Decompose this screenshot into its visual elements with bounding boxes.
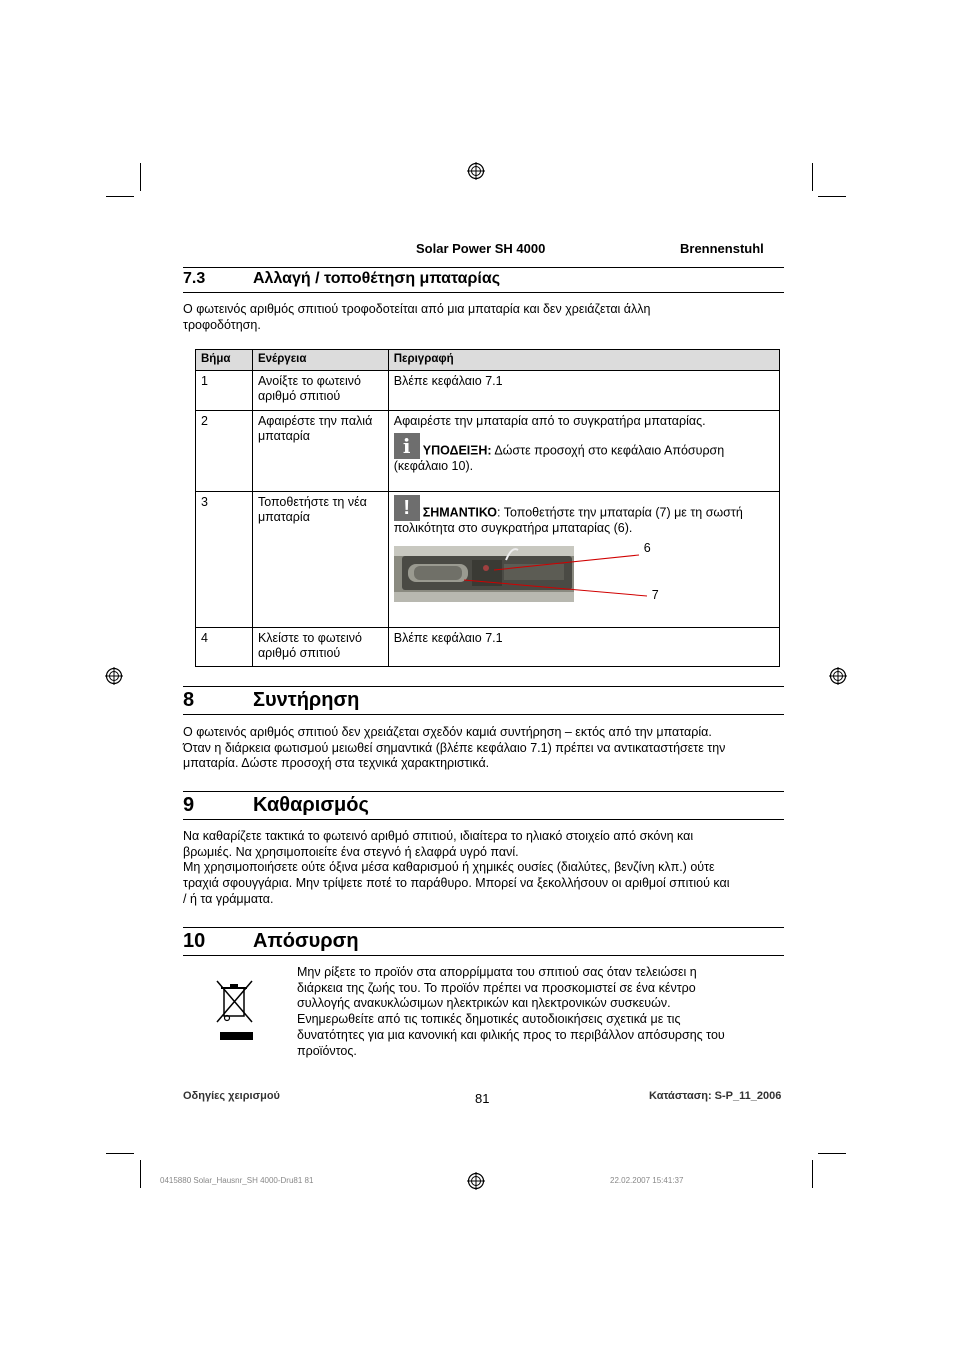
registration-mark-icon — [105, 667, 123, 685]
footer-left: Οδηγίες χειρισμού — [183, 1090, 280, 1102]
section-title: Αλλαγή / τοποθέτηση μπαταρίας — [253, 270, 501, 287]
table-header-row — [196, 350, 780, 371]
section-number: 9 — [183, 794, 195, 816]
text-line: συλλογής ανακυκλώσιμων ηλεκτρικών και ηλεκτρονικών συσκευών. — [297, 996, 671, 1011]
step-action: Κλείστε το φωτεινό αριθμό σπιτιού — [252, 627, 388, 666]
section-7-3-heading — [183, 270, 500, 288]
text-line: προϊόντος. — [297, 1043, 357, 1058]
text-line: μπαταρία. Δώστε προσοχή στα τεχνικά χαρακτηριστικά. — [183, 756, 490, 771]
column-header-description: Περιγραφή — [388, 350, 779, 371]
text-line: Μη χρησιμοποιήσετε ούτε όξινα μέσα καθαρισμού ή χημικές ουσίες (διαλύτες, βενζίνη κλπ.) ούτε — [183, 860, 715, 875]
registration-mark-icon — [467, 162, 485, 180]
divider — [183, 714, 784, 715]
crop-mark — [106, 196, 134, 197]
registration-mark-icon — [829, 667, 847, 685]
crop-mark — [818, 1153, 846, 1154]
section-number: 10 — [183, 930, 206, 952]
divider — [183, 267, 784, 268]
print-slug-file: 0415880 Solar_Hausnr_SH 4000-Dru81 81 — [160, 1176, 314, 1185]
step-description: Αφαιρέστε την μπαταρία από το συγκρατήρα μπαταρίας. — [393, 413, 706, 428]
table-row — [196, 491, 780, 627]
crop-mark — [106, 1153, 134, 1154]
text-line: Ενημερωθείτε από τις τοπικές δημοτικές αυτοδιοικήσεις σχετικά με τις — [297, 1012, 681, 1027]
text-line: διάρκεια της ζωής του. Το προϊόν πρέπει να προσκομιστεί σε ένα κέντρο — [297, 980, 696, 995]
warning-text: : Τοποθετήστε την μπαταρία (7) με τη σωστή πολικότητα στο συγκρατήρα μπαταρίας (6). — [393, 505, 743, 535]
step-number: 2 — [196, 410, 253, 491]
crop-mark — [140, 1160, 141, 1188]
step-description-cell — [388, 410, 779, 491]
text-line: δυνατότητες για μια κανονική και φιλικής προς το περιβάλλον απόσυρσης του — [297, 1027, 725, 1042]
section-9-heading — [183, 794, 369, 817]
section-title: Απόσυρση — [253, 930, 359, 952]
step-action: Ανοίξτε το φωτεινό αριθμό σπιτιού — [252, 370, 388, 410]
warning-note — [394, 495, 774, 537]
section-7-3-intro: Ο φωτεινός αριθμός σπιτιού τροφοδοτείται από μια μπαταρία και δεν χρειάζεται άλλη τροφοδότηση. — [183, 302, 651, 332]
registration-mark-icon — [467, 1172, 485, 1190]
header-brand: Brennenstuhl — [680, 241, 764, 256]
text-line: βρωμιές. Να χρησιμοποιείτε ένα στεγνό ή ελαφρά υγρό πανί. — [183, 844, 519, 859]
section-title: Καθαρισμός — [253, 794, 369, 816]
crop-mark — [818, 196, 846, 197]
section-8-body — [183, 725, 783, 772]
crop-mark — [140, 163, 141, 191]
divider — [183, 791, 784, 792]
callout-6: 6 — [643, 541, 651, 556]
step-action: Αφαιρέστε την παλιά μπαταρία — [252, 410, 388, 491]
callout-7: 7 — [651, 588, 659, 603]
crossed-out-wheelie-bin-icon — [216, 980, 254, 1042]
text-line: / ή τα γράμματα. — [183, 891, 274, 906]
step-number: 1 — [196, 370, 253, 410]
warning-label: ΣΗΜΑΝΤΙΚΟ — [422, 505, 498, 519]
step-number: 3 — [196, 491, 253, 627]
section-10-body — [297, 965, 777, 1059]
step-number: 4 — [196, 627, 253, 666]
text-line: Όταν η διάρκεια φωτισμού μειωθεί σημαντικά (βλέπε κεφάλαιο 7.1) πρέπει να αντικαταστήσετε την — [183, 740, 726, 755]
info-icon: i — [394, 433, 420, 459]
text-line: τραχιά σφουγγάρια. Μην τρίψετε ποτέ το παράθυρο. Μπορεί να ξεκολλήσουν οι αριθμοί σπιτιού και — [183, 876, 730, 891]
column-header-action: Ενέργεια — [252, 350, 388, 371]
text-line: Ο φωτεινός αριθμός σπιτιού δεν χρειάζεται σχεδόν καμιά συντήρηση – εκτός από την μπαταρία. — [183, 725, 712, 739]
section-number: 8 — [183, 689, 195, 711]
header-product: Solar Power SH 4000 — [416, 241, 546, 256]
divider — [183, 955, 784, 956]
text-line: Μην ρίξετε το προϊόν στα απορρίμματα του σπιτιού σας όταν τελειώσει η — [297, 965, 697, 979]
section-8-heading — [183, 689, 359, 712]
table-row — [196, 627, 780, 666]
exclamation-icon: ! — [394, 495, 420, 521]
hint-label: ΥΠΟΔΕΙΞΗ: — [422, 443, 492, 458]
table-row — [196, 410, 780, 491]
divider — [183, 292, 784, 293]
section-number: 7.3 — [183, 270, 206, 287]
step-description-cell — [388, 491, 779, 627]
battery-holder-illustration — [394, 546, 664, 606]
text-line: Να καθαρίζετε τακτικά το φωτεινό αριθμό σπιτιού, ιδιαίτερα το ηλιακό στοιχείο από σκόνη και — [183, 829, 694, 843]
column-header-step: Βήμα — [196, 350, 253, 371]
print-slug-date: 22.02.2007 15:41:37 — [610, 1176, 684, 1185]
footer-right: Κατάσταση: S-P_11_2006 — [649, 1090, 782, 1102]
crop-mark — [812, 1160, 813, 1188]
divider — [183, 927, 784, 928]
table-row — [196, 370, 780, 410]
hint-text: Δώστε προσοχή στο κεφάλαιο Απόσυρση (κεφάλαιο 10). — [393, 443, 725, 474]
section-title: Συντήρηση — [253, 689, 360, 711]
section-9-body — [183, 829, 783, 908]
section-10-heading — [183, 930, 359, 953]
divider — [183, 686, 784, 687]
hint-note — [394, 433, 774, 475]
step-action: Τοποθετήστε τη νέα μπαταρία — [252, 491, 388, 627]
step-description: Βλέπε κεφάλαιο 7.1 — [388, 370, 779, 410]
step-description: Βλέπε κεφάλαιο 7.1 — [388, 627, 779, 666]
steps-table — [195, 349, 780, 667]
battery-holder-photo — [394, 541, 659, 603]
divider — [183, 819, 784, 820]
page-number: 81 — [475, 1091, 490, 1106]
crop-mark — [812, 163, 813, 191]
